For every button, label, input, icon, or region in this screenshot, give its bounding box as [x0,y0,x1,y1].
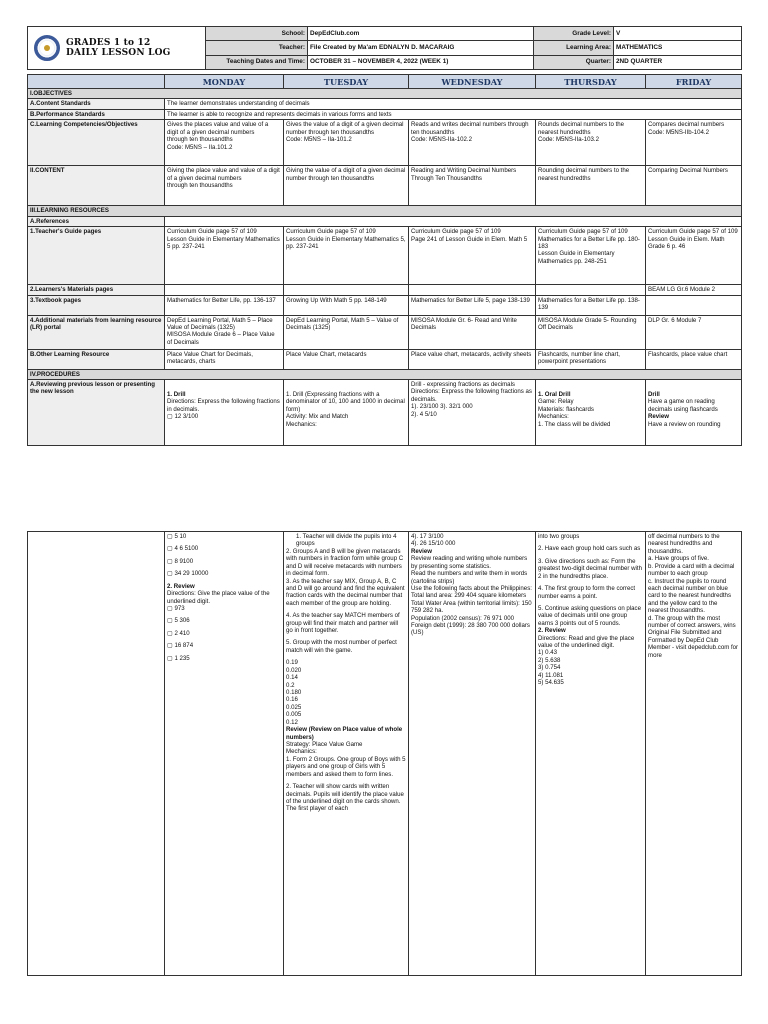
day-monday: MONDAY [165,75,284,89]
tb-tuesday: Growing Up With Math 5 pp. 148-149 [284,295,409,315]
header-table [27,26,742,70]
logo-title: GRADES 1 to 12 [66,37,151,48]
tg-friday: Curriculum Guide page 57 of 109 Lesson Guide in Elem. Math Grade 6 p. 46 [646,227,742,285]
lesson-log-page-1 [27,26,741,446]
lr-portal-label: 4.Additional materials from learning resource (LR) portal [28,315,165,349]
tb-friday [646,295,742,315]
performance-standards-text: The learner is able to recognize and represents decimals in various forms and texts [165,109,742,119]
other-friday: Flashcards, place value chart [646,349,742,369]
textbook-label: 3.Textbook pages [28,295,165,315]
review-p1-tuesday: 1. Drill (Expressing fractions with a denominator of 10, 100 and 1000 in decimal form) Activity: Mix and Match Mechanics: [284,379,409,445]
review-p1-wednesday: Drill - expressing fractions as decimals Directions: Express the following fractions as decimals. 1). 23/100 3). 32/1 000 2). 4 5/10 [409,379,536,445]
review-p1-monday: 1. Drill Directions: Express the following fractions in decimals. ▢ 12 3/100 [165,379,284,445]
other-tuesday: Place Value Chart, metacards [284,349,409,369]
grade-value: V [614,27,742,41]
dates-value: OCTOBER 31 – NOVEMBER 4, 2022 (WEEK 1) [308,55,534,69]
review-p2-wednesday: 4). 17 3/100 4). 26 15/10 000 Review Review reading and writing whole numbers by presenting some statistics. Read the numbers and write them in words (cartolina strips) Use the following facts about the Philippines: Total land area: 299 404 square kilometers Total Water Area (within territorial limits): 150 759 282 ha. Population (2002 census): 76 971 000 Foreign debt (1999): 28 380 700 000 dollars (US) [409,532,536,976]
lesson-log-page-2 [27,531,741,976]
procedures-heading: IV.PROCEDURES [28,369,742,379]
content-friday: Comparing Decimal Numbers [646,166,742,206]
review-p2-monday: ▢ 5 10 ▢ 4 6 5100 ▢ 8 9100 ▢ 34 29 10000 2. Review Directions: Give the place value of the underlined digit. ▢ 973 ▢ 5 306 ▢ 2 410 ▢ 16 874 ▢ 1 235 [165,532,284,976]
quarter-label: Quarter: [534,55,614,69]
lr-wednesday: MISOSA Module Gr. 6- Read and Write Decimals [409,315,536,349]
logo-subtitle: DAILY LESSON LOG [66,48,171,58]
content-tuesday: Giving the value of a digit of a given decimal number through ten thousandths [284,166,409,206]
lr-tuesday: DepEd Learning Portal, Math 5 – Value of Decimals (1325) [284,315,409,349]
other-thursday: Flashcards, number line chart, powerpoint presentations [536,349,646,369]
other-wednesday: Place value chart, metacards, activity sheets [409,349,536,369]
content-standards-text: The learner demonstrates understanding of decimals [165,99,742,109]
dates-label: Teaching Dates and Time: [206,55,308,69]
review-label: A.Reviewing previous lesson or presenting the new lesson [28,379,165,445]
content-monday: Giving the place value and value of a digit of a given decimal numbers through ten thousandths [165,166,284,206]
grade-label: Grade Level: [534,27,614,41]
review-p2-friday: off decimal numbers to the nearest hundredths and thousandths. a. Have groups of five. b. Provide a card with a decimal number to each group c. Instruct the pupils to round each decimal number on blue card to the nearest hundredths and the yellow card to the nearest thousandths. d. The group with the most number of correct answers, wins Original File Submitted and Formatted by DepEd Club Member - visit depedclub.com for more [646,532,742,976]
competency-monday: Gives the places value and value of a digit of a given decimal numbers through ten thousandths Code: M5NS – IIa.101.2 [165,120,284,166]
competency-wednesday: Reads and writes decimal numbers through ten thousandths Code: M5NS-IIa-102.2 [409,120,536,166]
tg-wednesday: Curriculum Guide page 57 of 109 Page 241 of Lesson Guide in Elem. Math 5 [409,227,536,285]
lesson-table-2 [27,531,742,976]
content-label: II.CONTENT [28,166,165,206]
lm-wednesday [409,285,536,295]
day-friday: FRIDAY [646,75,742,89]
competencies-label: C.Learning Competencies/Objectives [28,120,165,166]
review-p2-thursday: into two groups 2. Have each group hold cars such as 3. Give directions such as: Form the greatest two-digit decimal number with 2 in the hundredths place. 4. The first group to form the correct number earns a point. 5. Continue asking questions on place value of decimals until one group earns 3 points out of 5 rounds. 2. Review Directions: Read and give the place value of the underlined digit. 1) 0.43 2) 5.638 3) 0.754 4) 11.081 5) 54.635 [536,532,646,976]
teacher-value: File Created by Ma'am EDNALYN D. MACARAIG [308,41,534,55]
teacher-guide-label: 1.Teacher's Guide pages [28,227,165,285]
deped-seal-icon [34,35,60,61]
tg-thursday: Curriculum Guide page 57 of 109 Mathematics for a Better Life pp. 180-183 Lesson Guide in Elementary Mathematics pp. 248-251 [536,227,646,285]
tb-thursday: Mathematics for a Better Life pp. 138-139 [536,295,646,315]
tb-wednesday: Mathematics for Better Life 5, page 138-139 [409,295,536,315]
learner-materials-label: 2.Learners's Materials pages [28,285,165,295]
review-p1-thursday: 1. Oral Drill Game: Relay Materials: flashcards Mechanics: 1. The class will be divided [536,379,646,445]
competency-tuesday: Gives the value of a digit of a given decimal number through ten thousandths Code: M5NS – IIa-101.2 [284,120,409,166]
review-p2-tuesday: 1. Teacher will divide the pupils into 4 groups 2. Groups A and B will be given metacards with numbers in fraction form while group C and D will receive metacards with numbers in decimal form. 3. As the teacher say MIX, Group A, B, C and D will go around and find the equivalent fraction cards with the decimal number that each member of the group are holding. 4. As the teacher say MATCH members of group will find their match and partner will go in front together. 5. Group with the most number of perfect match will win the game. 0.19 0.020 0.14 0.2 0.180 0.16 0.025 0.005 0.12 Review (Review on Place value of whole numbers) Strategy: Place Value Game Mechanics: 1. Form 2 Groups. One group of Boys with 5 players and one group of Girls with 5 members and asked them to form lines. 2. Teacher will show cards with written decimals. Pupils will identify the place value of the underlined digit on the cards shown. The first player of each [284,532,409,976]
lm-friday: BEAM LG Gr.6 Module 2 [646,285,742,295]
school-label: School: [206,27,308,41]
lr-monday: DepEd Learning Portal, Math 5 – Place Value of Decimals (1325) MISOSA Module Grade 6 – Place Value of Decimals [165,315,284,349]
tb-monday: Mathematics for Better Life, pp. 136-137 [165,295,284,315]
lm-monday [165,285,284,295]
lr-friday: DLP Gr. 6 Module 7 [646,315,742,349]
content-thursday: Rounding decimal numbers to the nearest hundredths [536,166,646,206]
review-p1-friday: Drill Have a game on reading decimals using flashcards Review Have a review on rounding [646,379,742,445]
logo-block [28,27,206,70]
lm-tuesday [284,285,409,295]
day-wednesday: WEDNESDAY [409,75,536,89]
lm-thursday [536,285,646,295]
resources-heading: III.LEARNING RESOURCES [28,206,742,216]
area-label: Learning Area: [534,41,614,55]
review-p2-label-cell [28,532,165,976]
other-resources-label: B.Other Learning Resource [28,349,165,369]
competency-friday: Compares decimal numbers Code: M5NS-IIb-104.2 [646,120,742,166]
day-thursday: THURSDAY [536,75,646,89]
days-corner [28,75,165,89]
lr-thursday: MISOSA Module Grade 5- Rounding Off Decimals [536,315,646,349]
teacher-label: Teacher: [206,41,308,55]
competency-thursday: Rounds decimal numbers to the nearest hundredths Code: M5NS-IIa-103.2 [536,120,646,166]
content-standards-label: A.Content Standards [28,99,165,109]
content-wednesday: Reading and Writing Decimal Numbers Through Ten Thousandths [409,166,536,206]
area-value: MATHEMATICS [614,41,742,55]
day-tuesday: TUESDAY [284,75,409,89]
quarter-value: 2ND QUARTER [614,55,742,69]
tg-monday: Curriculum Guide page 57 of 109 Lesson Guide in Elementary Mathematics 5 pp. 237-241 [165,227,284,285]
other-monday: Place Value Chart for Decimals, metacards, charts [165,349,284,369]
references-label: A.References [28,216,165,226]
performance-standards-label: B.Performance Standards [28,109,165,119]
tg-tuesday: Curriculum Guide page 57 of 109 Lesson Guide in Elementary Mathematics 5, pp. 237-241 [284,227,409,285]
objectives-heading: I.OBJECTIVES [28,89,742,99]
lesson-table-1 [27,74,742,446]
school-value: DepEdClub.com [308,27,534,41]
